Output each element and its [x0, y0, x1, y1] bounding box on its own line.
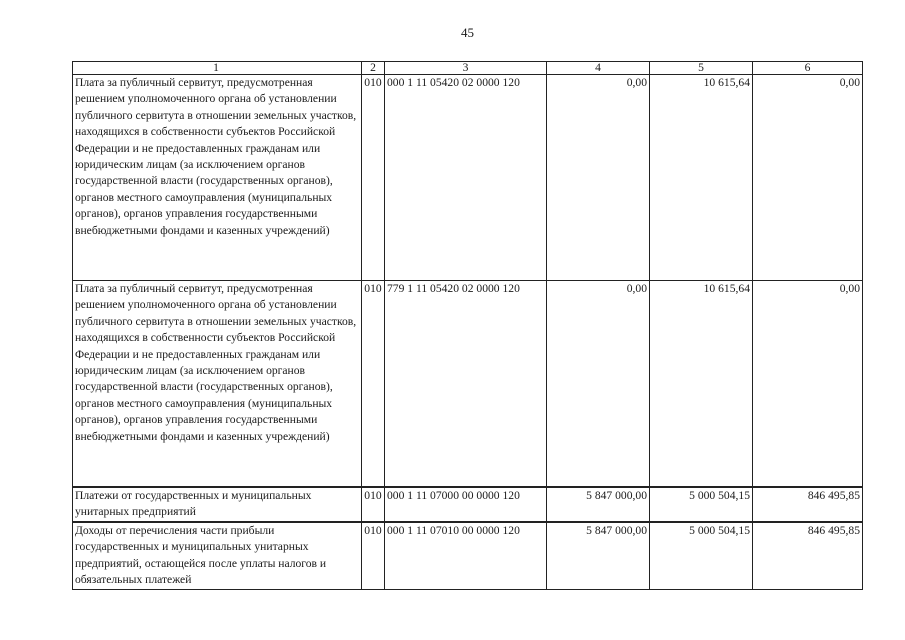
row-budget-code: 000 1 11 05420 02 0000 120 — [385, 75, 547, 281]
table-row — [73, 75, 863, 281]
row-name: Плата за публичный сервитут, предусмотренная решением уполномоченного органа об установлении публичного сервитута в отношении земельных участков, находящихся в собственности субъектов Российской Федерации и не предоставленных гражданам или юридическим лицам (за исключением органов государственной власти (государственных органов), органов местного самоуправления (муниципальных органов), органов управления государственными внебюджетными фондами и казенных учреждений) — [73, 75, 362, 281]
row-col4-value: 0,00 — [547, 75, 650, 281]
table-row — [73, 522, 863, 590]
row-budget-code: 000 1 11 07010 00 0000 120 — [385, 522, 547, 590]
row-name: Плата за публичный сервитут, предусмотренная решением уполномоченного органа об установлении публичного сервитута в отношении земельных участков, находящихся в собственности субъектов Российской Федерации и не предоставленных гражданам или юридическим лицам (за исключением органов государственной власти (государственных органов), органов местного самоуправления (муниципальных органов), органов управления государственными внебюджетными фондами и казенных учреждений) — [73, 281, 362, 488]
column-header-2: 2 — [362, 62, 385, 75]
budget-table — [72, 61, 863, 590]
row-line-code: 010 — [362, 522, 385, 590]
row-col4-value: 0,00 — [547, 281, 650, 488]
row-budget-code: 000 1 11 07000 00 0000 120 — [385, 487, 547, 522]
row-name: Доходы от перечисления части прибыли государственных и муниципальных унитарных предприятий, остающейся после уплаты налогов и обязательных платежей — [73, 522, 362, 590]
table-header-row — [73, 62, 863, 75]
column-header-1: 1 — [73, 62, 362, 75]
column-header-3: 3 — [385, 62, 547, 75]
row-col6-value: 0,00 — [753, 75, 863, 281]
row-col6-value: 0,00 — [753, 281, 863, 488]
table-row — [73, 487, 863, 522]
row-col5-value: 10 615,64 — [650, 281, 753, 488]
page-number: 45 — [461, 25, 474, 40]
row-col6-value: 846 495,85 — [753, 522, 863, 590]
row-col5-value: 10 615,64 — [650, 75, 753, 281]
column-header-6: 6 — [753, 62, 863, 75]
row-col5-value: 5 000 504,15 — [650, 522, 753, 590]
row-col4-value: 5 847 000,00 — [547, 487, 650, 522]
row-budget-code: 779 1 11 05420 02 0000 120 — [385, 281, 547, 488]
row-name: Платежи от государственных и муниципальных унитарных предприятий — [73, 487, 362, 522]
row-col5-value: 5 000 504,15 — [650, 487, 753, 522]
row-col4-value: 5 847 000,00 — [547, 522, 650, 590]
row-col6-value: 846 495,85 — [753, 487, 863, 522]
table-row — [73, 281, 863, 488]
column-header-5: 5 — [650, 62, 753, 75]
column-header-4: 4 — [547, 62, 650, 75]
row-line-code: 010 — [362, 487, 385, 522]
row-line-code: 010 — [362, 75, 385, 281]
row-line-code: 010 — [362, 281, 385, 488]
